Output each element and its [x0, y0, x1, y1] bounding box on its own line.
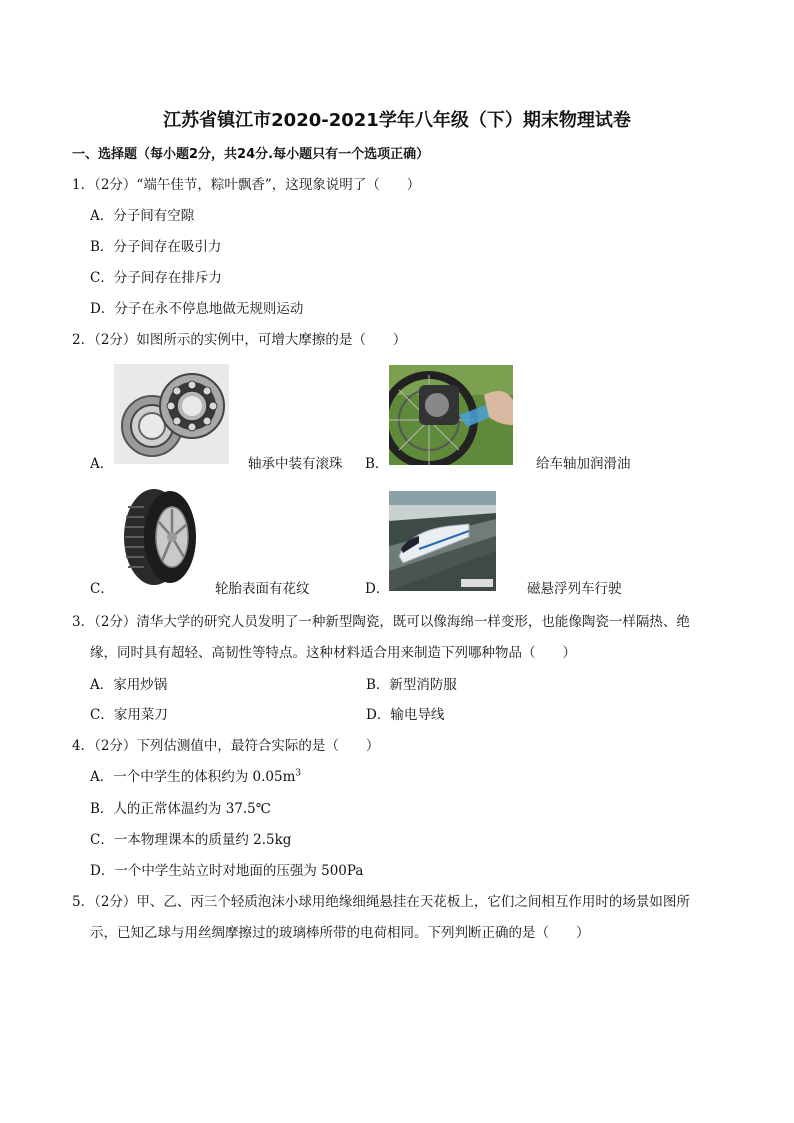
- question-1-option-c: C．分子间存在排斥力: [90, 270, 222, 286]
- question-2-option-b-letter: B．: [365, 456, 389, 472]
- question-4-option-c: C．一本物理课本的质量约 2.5kg: [90, 832, 292, 848]
- question-3-stem-line-1: 3．（2分）清华大学的研究人员发明了一种新型陶瓷，既可以像海绵一样变形，也能像陶瓷一样隔热、绝: [72, 614, 690, 630]
- question-4-option-a: [90, 768, 301, 786]
- question-3-option-c: C．家用菜刀: [90, 707, 168, 723]
- question-4-option-a-text: A．一个中学生的体积约为 0.05m: [90, 769, 296, 785]
- tire-image: [114, 487, 200, 587]
- question-5-stem-line-2: 示，已知乙球与用丝绸摩擦过的玻璃棒所带的电荷相同。下列判断正确的是（ ）: [90, 925, 590, 941]
- section-heading: 一、选择题（每小题2分，共24分.每小题只有一个选项正确）: [72, 147, 430, 162]
- bike-oil-image: [389, 365, 513, 465]
- question-2-option-a-letter: A．: [90, 456, 114, 472]
- question-2-option-d-caption: 磁悬浮列车行驶: [527, 581, 622, 597]
- question-2-stem: 2．（2分）如图所示的实例中，可增大摩擦的是（ ）: [72, 332, 407, 348]
- question-1-option-a: A．分子间有空隙: [90, 208, 195, 224]
- maglev-train-image: [389, 491, 496, 591]
- question-3-option-d: D．输电导线: [366, 707, 445, 723]
- page-title: 江苏省镇江市2020-2021学年八年级（下）期末物理试卷: [163, 110, 631, 131]
- question-2-option-a-caption: 轴承中装有滚珠: [248, 456, 343, 472]
- question-4-option-d: D．一个中学生站立时对地面的压强为 500Pa: [90, 863, 364, 879]
- question-2-option-d-letter: D．: [365, 581, 390, 597]
- question-5-stem-line-1: 5．（2分）甲、乙、丙三个轻质泡沫小球用绝缘细绳悬挂在天花板上，它们之间相互作用时的场景如图所: [72, 894, 690, 910]
- question-4-option-b: B．人的正常体温约为 37.5℃: [90, 801, 271, 817]
- question-1-option-d: D．分子在永不停息地做无规则运动: [90, 301, 304, 317]
- question-3-option-a: A．家用炒锅: [90, 677, 168, 693]
- question-3-option-b: B．新型消防服: [366, 677, 457, 693]
- question-1-option-b: B．分子间存在吸引力: [90, 239, 222, 255]
- question-2-option-c-caption: 轮胎表面有花纹: [215, 581, 310, 597]
- superscript-exponent: 3: [295, 768, 302, 779]
- question-1-stem: 1．（2分）“端午佳节，粽叶飘香”，这现象说明了（ ）: [72, 177, 421, 193]
- question-3-stem-line-2: 缘，同时具有超轻、高韧性等特点。这种材料适合用来制造下列哪种物品（ ）: [90, 645, 576, 661]
- question-2-option-b-caption: 给车轴加润滑油: [536, 456, 631, 472]
- bearing-image: [114, 364, 229, 464]
- question-2-option-c-letter: C．: [90, 581, 114, 597]
- question-4-stem: 4．（2分）下列估测值中，最符合实际的是（ ）: [72, 738, 380, 754]
